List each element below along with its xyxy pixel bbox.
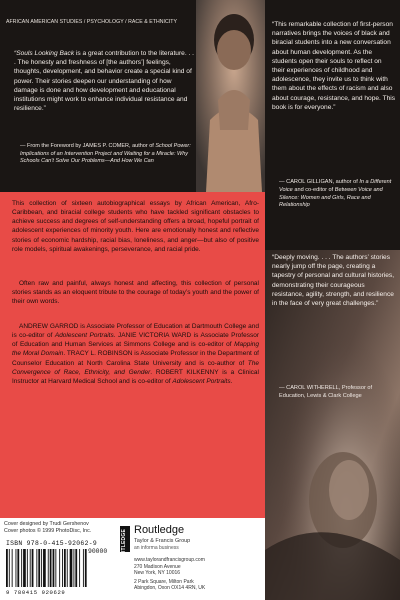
- gilligan-attribution: — CAROL GILLIGAN, author of In a Different Voice and co-editor of Between Voice and Silence: Women and Girls, Race and Relationship: [279, 179, 392, 209]
- barcode-bar: [53, 549, 55, 587]
- barcode-bar: [70, 549, 73, 587]
- bio-segment: .: [230, 377, 233, 385]
- publisher-name: Routledge: [134, 524, 185, 536]
- routledge-logo-icon: ROUTLEDGE: [120, 526, 130, 552]
- foreword-attribution: — From the Foreword by JAMES P. COMER, author of School Power: Implications of an Intervention Project and Waiting for a Miracle: Why Schools Can’t Solve Our Problems—And How We Can: [20, 143, 191, 165]
- address-uk: 2 Park Square, Milton Park Abingdon, Oxon OX14 4RN, UK: [134, 579, 206, 592]
- bottom-strip: [0, 518, 265, 600]
- comer-books: School Power: Implications of an Intervention Project and Waiting for a Miracle: Why Schools Can’t Solve Our Problems—And How We Can: [20, 143, 191, 165]
- publisher-group: Taylor & Francis Group: [134, 538, 191, 544]
- barcode-bar: [9, 549, 10, 587]
- barcode-bar: [6, 549, 8, 587]
- bio-segment: . TRACY L. ROBINSON is Associate Professor in the Department of Counselor Education at North Carolina State University and is co-author of: [12, 350, 259, 367]
- book-title-in-quote: “Souls Looking Back: [14, 50, 75, 57]
- barcode-bar: [27, 549, 28, 587]
- barcode-bar: [79, 549, 80, 587]
- barcode-bar: [17, 549, 19, 587]
- address-us: 270 Madison Avenue New York, NY 10016: [134, 564, 181, 577]
- designer-credit: Cover designed by Trudi Gershenov: [4, 521, 89, 527]
- witherell-attribution: — CAROL WITHERELL, Professor of Education, Lewis & Clark College: [279, 385, 373, 399]
- barcode-bar: [59, 549, 60, 587]
- foreword-quote-body: is a great contribution to the literature. . . . The honesty and freshness of [the authors’] feelings, thoughts, development, and behavior create a special kind of power. Their stories deepen our understanding of how damage is done and how development and educational institutions might work to enhance individual resistance and resilience.”: [14, 50, 194, 113]
- subject-categories: AFRICAN AMERICAN STUDIES / PSYCHOLOGY / RACE & ETHNICITY: [6, 19, 178, 25]
- gilligan-quote: “This remarkable collection of first-person narratives brings the voices of black and biracial students into a new conversation about human development. As the students open their souls to reflect on their experiences of childhood and adolescence, they invite us to think with them about the effects of racism and also about courage, resistance, and hope. This book is for everyone.”: [272, 21, 396, 111]
- comer-name: JAMES P. COMER: [82, 143, 130, 149]
- barcode-bar: [43, 549, 46, 587]
- witherell-quote: “Deeply moving. . . . The authors’ stories nearly jump off the page, creating a tapestry of personal and cultural histories, demonstrating their courageous resistance, agility, strength, and resilience in the face of very great challenges.”: [272, 254, 395, 308]
- barcode-bar: [85, 549, 87, 587]
- barcode-bar: [16, 549, 17, 587]
- barcode-bar: [23, 549, 26, 587]
- description-paragraph-2: Often raw and painful, always honest and affecting, this collection of personal stories stands as an eloquent tribute to the courage of today’s youth and the power of their own words.: [12, 280, 259, 306]
- foreword-quote: [14, 49, 194, 113]
- barcode-bar: [83, 549, 84, 587]
- barcode-bar: [32, 549, 34, 587]
- barcode-bars: [6, 549, 114, 589]
- bio-segment: The Convergence of Race, Ethnicity, and Gender: [12, 359, 259, 376]
- editor-bios: [12, 322, 259, 386]
- bio-segment: . ROBERT KILKENNY is a Clinical Instructor at Harvard Medical School and is co-editor of: [12, 368, 259, 385]
- barcode-bar: [48, 549, 49, 587]
- barcode-bar: [55, 549, 56, 587]
- barcode: [4, 540, 114, 598]
- bio-segment: ANDREW GARROD is Associate Professor of Education at Dartmouth College and is co-editor of: [12, 323, 259, 340]
- barcode-bar: [38, 549, 40, 587]
- photo-top-art: [196, 0, 265, 192]
- barcode-bar: [62, 549, 63, 587]
- barcode-bar: [73, 549, 74, 587]
- publisher-block: [120, 524, 265, 598]
- description-panel: [0, 192, 265, 518]
- bio-segment: . JANIE VICTORIA WARD is Associate Professor of Education and Human Services at Simmons College and is co-editor of: [12, 332, 259, 349]
- bio-segment: Adolescent Portraits: [172, 377, 231, 385]
- publisher-url: www.taylorandfrancisgroup.com: [134, 557, 205, 563]
- barcode-bar: [36, 549, 37, 587]
- barcode-bar: [75, 549, 77, 587]
- barcode-bar: [30, 549, 31, 587]
- barcode-bar: [12, 549, 13, 587]
- barcode-bar: [67, 549, 68, 587]
- barcode-bar: [21, 549, 22, 587]
- barcode-bar: [50, 549, 52, 587]
- price-code: 90000: [88, 548, 108, 555]
- photo-credit: Cover photos © 1999 PhotoDisc, Inc.: [4, 528, 92, 534]
- cover-credits: [4, 521, 91, 535]
- description-paragraph-1: This collection of sixteen autobiographical essays by African American, Afro-Caribbean, and biracial college students who have tackled significant obstacles to achieve success and degrees of self-understanding offers a broad, hopeful portrait of adolescent experiences of minority youth. Here are emotionally honest and reflective stories of economic hardship, racial bias, loneliness, and anger—but also of positive role models, spiritual awakenings, perseverance, and racial pride.: [12, 200, 259, 253]
- barcode-bar: [64, 549, 66, 587]
- publisher-tagline: an informa business: [134, 545, 179, 551]
- bio-segment: Adolescent Portraits: [54, 332, 114, 340]
- bio-segment: Mapping the Moral Domain: [12, 341, 259, 358]
- isbn-text: ISBN 978-0-415-92062-9: [6, 540, 97, 547]
- barcode-number: 9 780415 920629: [6, 589, 66, 596]
- cover-photo-top: [196, 0, 265, 192]
- barcode-bar: [41, 549, 42, 587]
